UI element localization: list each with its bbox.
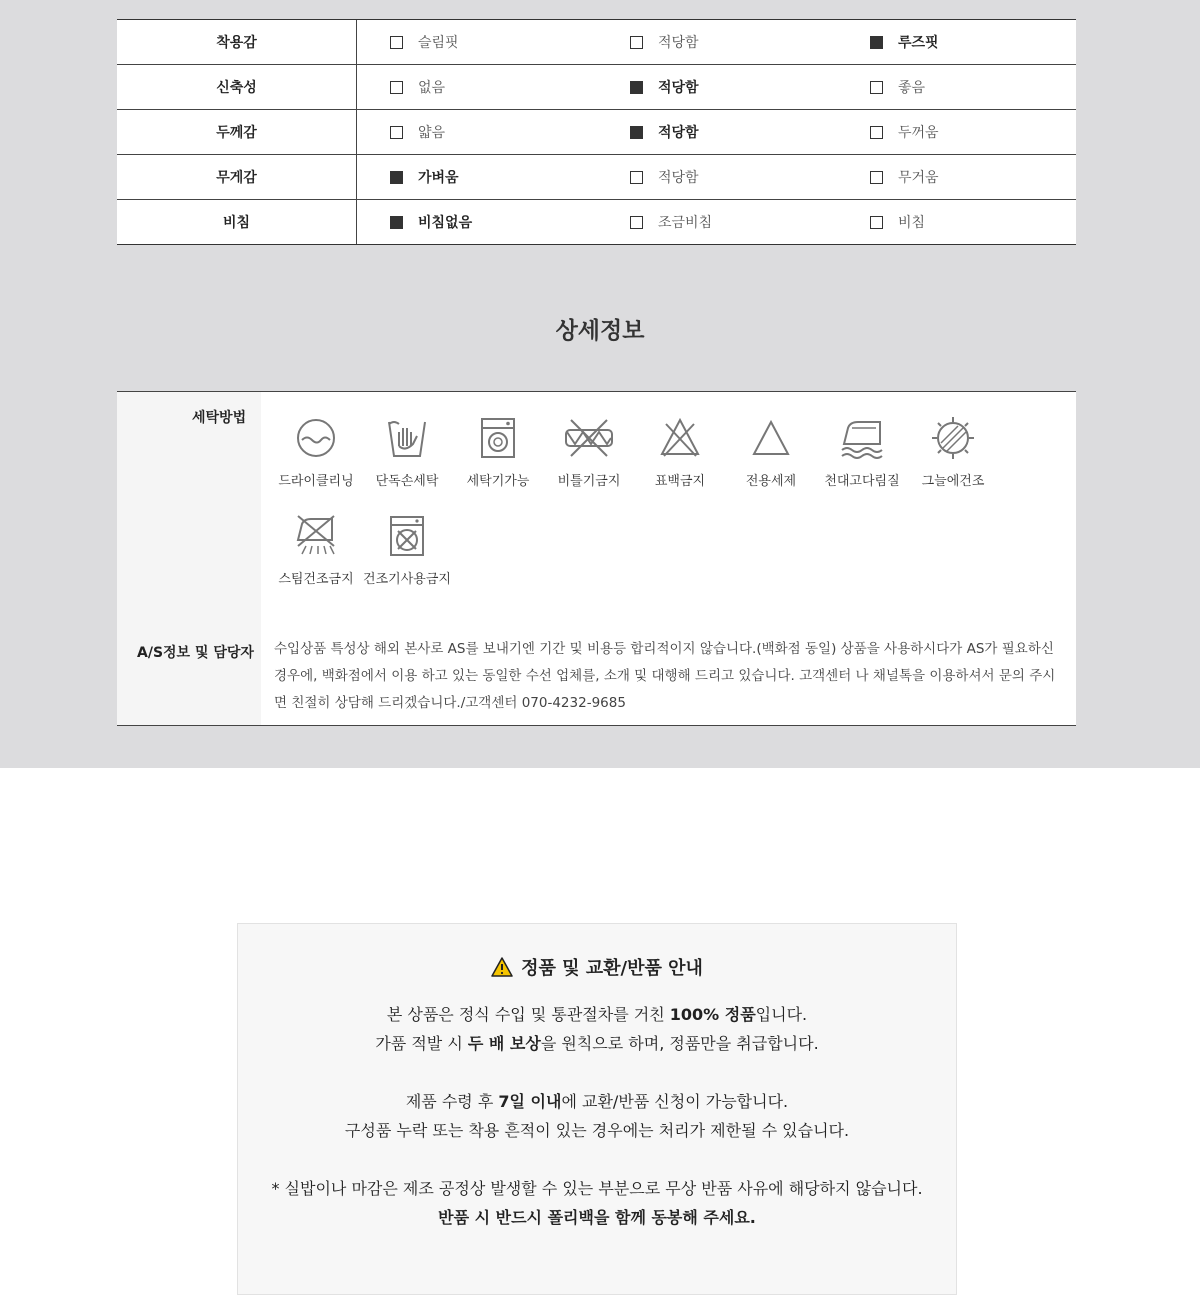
wash-item-label: 스팀건조금지 — [278, 572, 354, 587]
authenticity-return-notice — [237, 923, 957, 1295]
attr-label: 두께감 — [117, 110, 357, 154]
attr-option: 비침 — [870, 200, 925, 244]
wash-item — [635, 416, 725, 489]
wash-item — [726, 416, 816, 489]
checkbox-icon — [630, 216, 643, 229]
attr-row-fit — [117, 20, 1076, 64]
attr-label: 착용감 — [117, 20, 357, 64]
wash-item — [271, 514, 361, 587]
wash-item — [453, 416, 543, 489]
attr-row-weight — [117, 154, 1076, 199]
detail-info-table — [117, 391, 1076, 726]
checked-box-icon — [390, 216, 403, 229]
label-column — [117, 392, 261, 725]
attr-option: 무거움 — [870, 155, 939, 199]
attr-row-thickness — [117, 109, 1076, 154]
attr-option: 없음 — [390, 65, 445, 109]
fit-attribute-table — [117, 19, 1076, 245]
attr-label: 신축성 — [117, 65, 357, 109]
attr-option: 얇음 — [390, 110, 445, 154]
attr-option: 두꺼움 — [870, 110, 939, 154]
wash-item-label: 전용세제 — [745, 474, 797, 489]
checkbox-icon — [390, 36, 403, 49]
checkbox-icon — [870, 126, 883, 139]
attr-option-checked: 비침없음 — [390, 200, 472, 244]
checked-box-icon — [390, 171, 403, 184]
attr-option: 적당함 — [630, 20, 699, 64]
attr-option: 좋음 — [870, 65, 925, 109]
as-info-label: A/S정보 및 담당자 — [137, 645, 254, 661]
checkbox-icon — [870, 81, 883, 94]
wash-item — [544, 416, 634, 489]
iron-cloth-icon — [838, 416, 886, 460]
warning-icon — [491, 957, 513, 977]
attr-option-checked: 루즈핏 — [870, 20, 939, 64]
attr-label: 무게감 — [117, 155, 357, 199]
notice-title-text: 정품 및 교환/반품 안내 — [521, 958, 703, 979]
notice-line: 제품 수령 후 7일 이내에 교환/반품 신청이 가능합니다. — [405, 1092, 789, 1111]
wash-item-label: 그늘에건조 — [921, 474, 985, 489]
attr-row-sheerness — [117, 199, 1076, 244]
notice-line: 가품 적발 시 두 배 보상을 원칙으로 하며, 정품만을 취급합니다. — [375, 1034, 819, 1053]
shade-dry-icon — [929, 416, 977, 460]
attr-label: 비침 — [117, 200, 357, 244]
wash-item-label: 드라이클리닝 — [278, 474, 354, 489]
detail-section-title: 상세정보 — [555, 318, 645, 344]
wash-item-label: 건조기사용금지 — [363, 572, 451, 587]
washing-machine-icon — [476, 416, 520, 460]
attr-row-stretch — [117, 64, 1076, 109]
hand-wash-icon — [385, 416, 429, 460]
notice-title — [238, 954, 956, 980]
as-info-text: 수입상품 특성상 해외 본사로 AS를 보내기엔 기간 및 비용등 합리적이지 않습니다.(백화점 동일) 상품을 사용하시다가 AS가 필요하신 경우에, 백화점에서 이용 하고 있는 동일한 수선 업체를, 소개 및 대행해 드리고 있습니다. 고객센터 나 채널톡을 이용하셔서 문의 주시면 친절히 상담해 드리겠습니다./고객센터 070-4232-9685 — [274, 641, 1056, 711]
attr-option: 조금비침 — [630, 200, 712, 244]
attr-option: 슬림핏 — [390, 20, 459, 64]
wash-item — [908, 416, 998, 489]
checked-box-icon — [630, 81, 643, 94]
checkbox-icon — [630, 171, 643, 184]
attr-option-checked: 적당함 — [630, 65, 699, 109]
attr-option-checked: 적당함 — [630, 110, 699, 154]
checked-box-icon — [630, 126, 643, 139]
no-wring-icon — [563, 416, 615, 460]
wash-item-label: 천대고다림질 — [824, 474, 900, 489]
attr-option-checked: 가벼움 — [390, 155, 459, 199]
checkbox-icon — [390, 126, 403, 139]
wash-item-label: 비틀기금지 — [557, 474, 621, 489]
notice-line: * 실밥이나 마감은 제조 공정상 발생할 수 있는 부분으로 무상 반품 사유에 해당하지 않습니다. — [271, 1179, 923, 1198]
checked-box-icon — [870, 36, 883, 49]
wash-item — [362, 416, 452, 489]
checkbox-icon — [630, 36, 643, 49]
detergent-icon — [749, 416, 793, 460]
wash-item-label: 세탁기가능 — [466, 474, 530, 489]
wash-item-label: 표백금지 — [654, 474, 706, 489]
checkbox-icon — [870, 216, 883, 229]
no-bleach-icon — [658, 416, 702, 460]
notice-line: 본 상품은 정식 수입 및 통관절차를 거친 100% 정품입니다. — [386, 1005, 808, 1024]
checkbox-icon — [870, 171, 883, 184]
no-dryer-icon — [385, 514, 429, 558]
wash-method-label: 세탁방법 — [192, 410, 247, 426]
notice-line: 구성품 누락 또는 착용 흔적이 있는 경우에는 처리가 제한될 수 있습니다. — [344, 1121, 850, 1140]
wash-item — [817, 416, 907, 489]
attr-option: 적당함 — [630, 155, 699, 199]
wash-item — [271, 416, 361, 489]
no-steam-icon — [292, 514, 340, 558]
wash-item — [362, 514, 452, 587]
dry-clean-icon — [294, 416, 338, 460]
notice-line: 반품 시 반드시 폴리백을 함께 동봉해 주세요. — [438, 1208, 756, 1227]
wash-item-label: 단독손세탁 — [375, 474, 439, 489]
checkbox-icon — [390, 81, 403, 94]
